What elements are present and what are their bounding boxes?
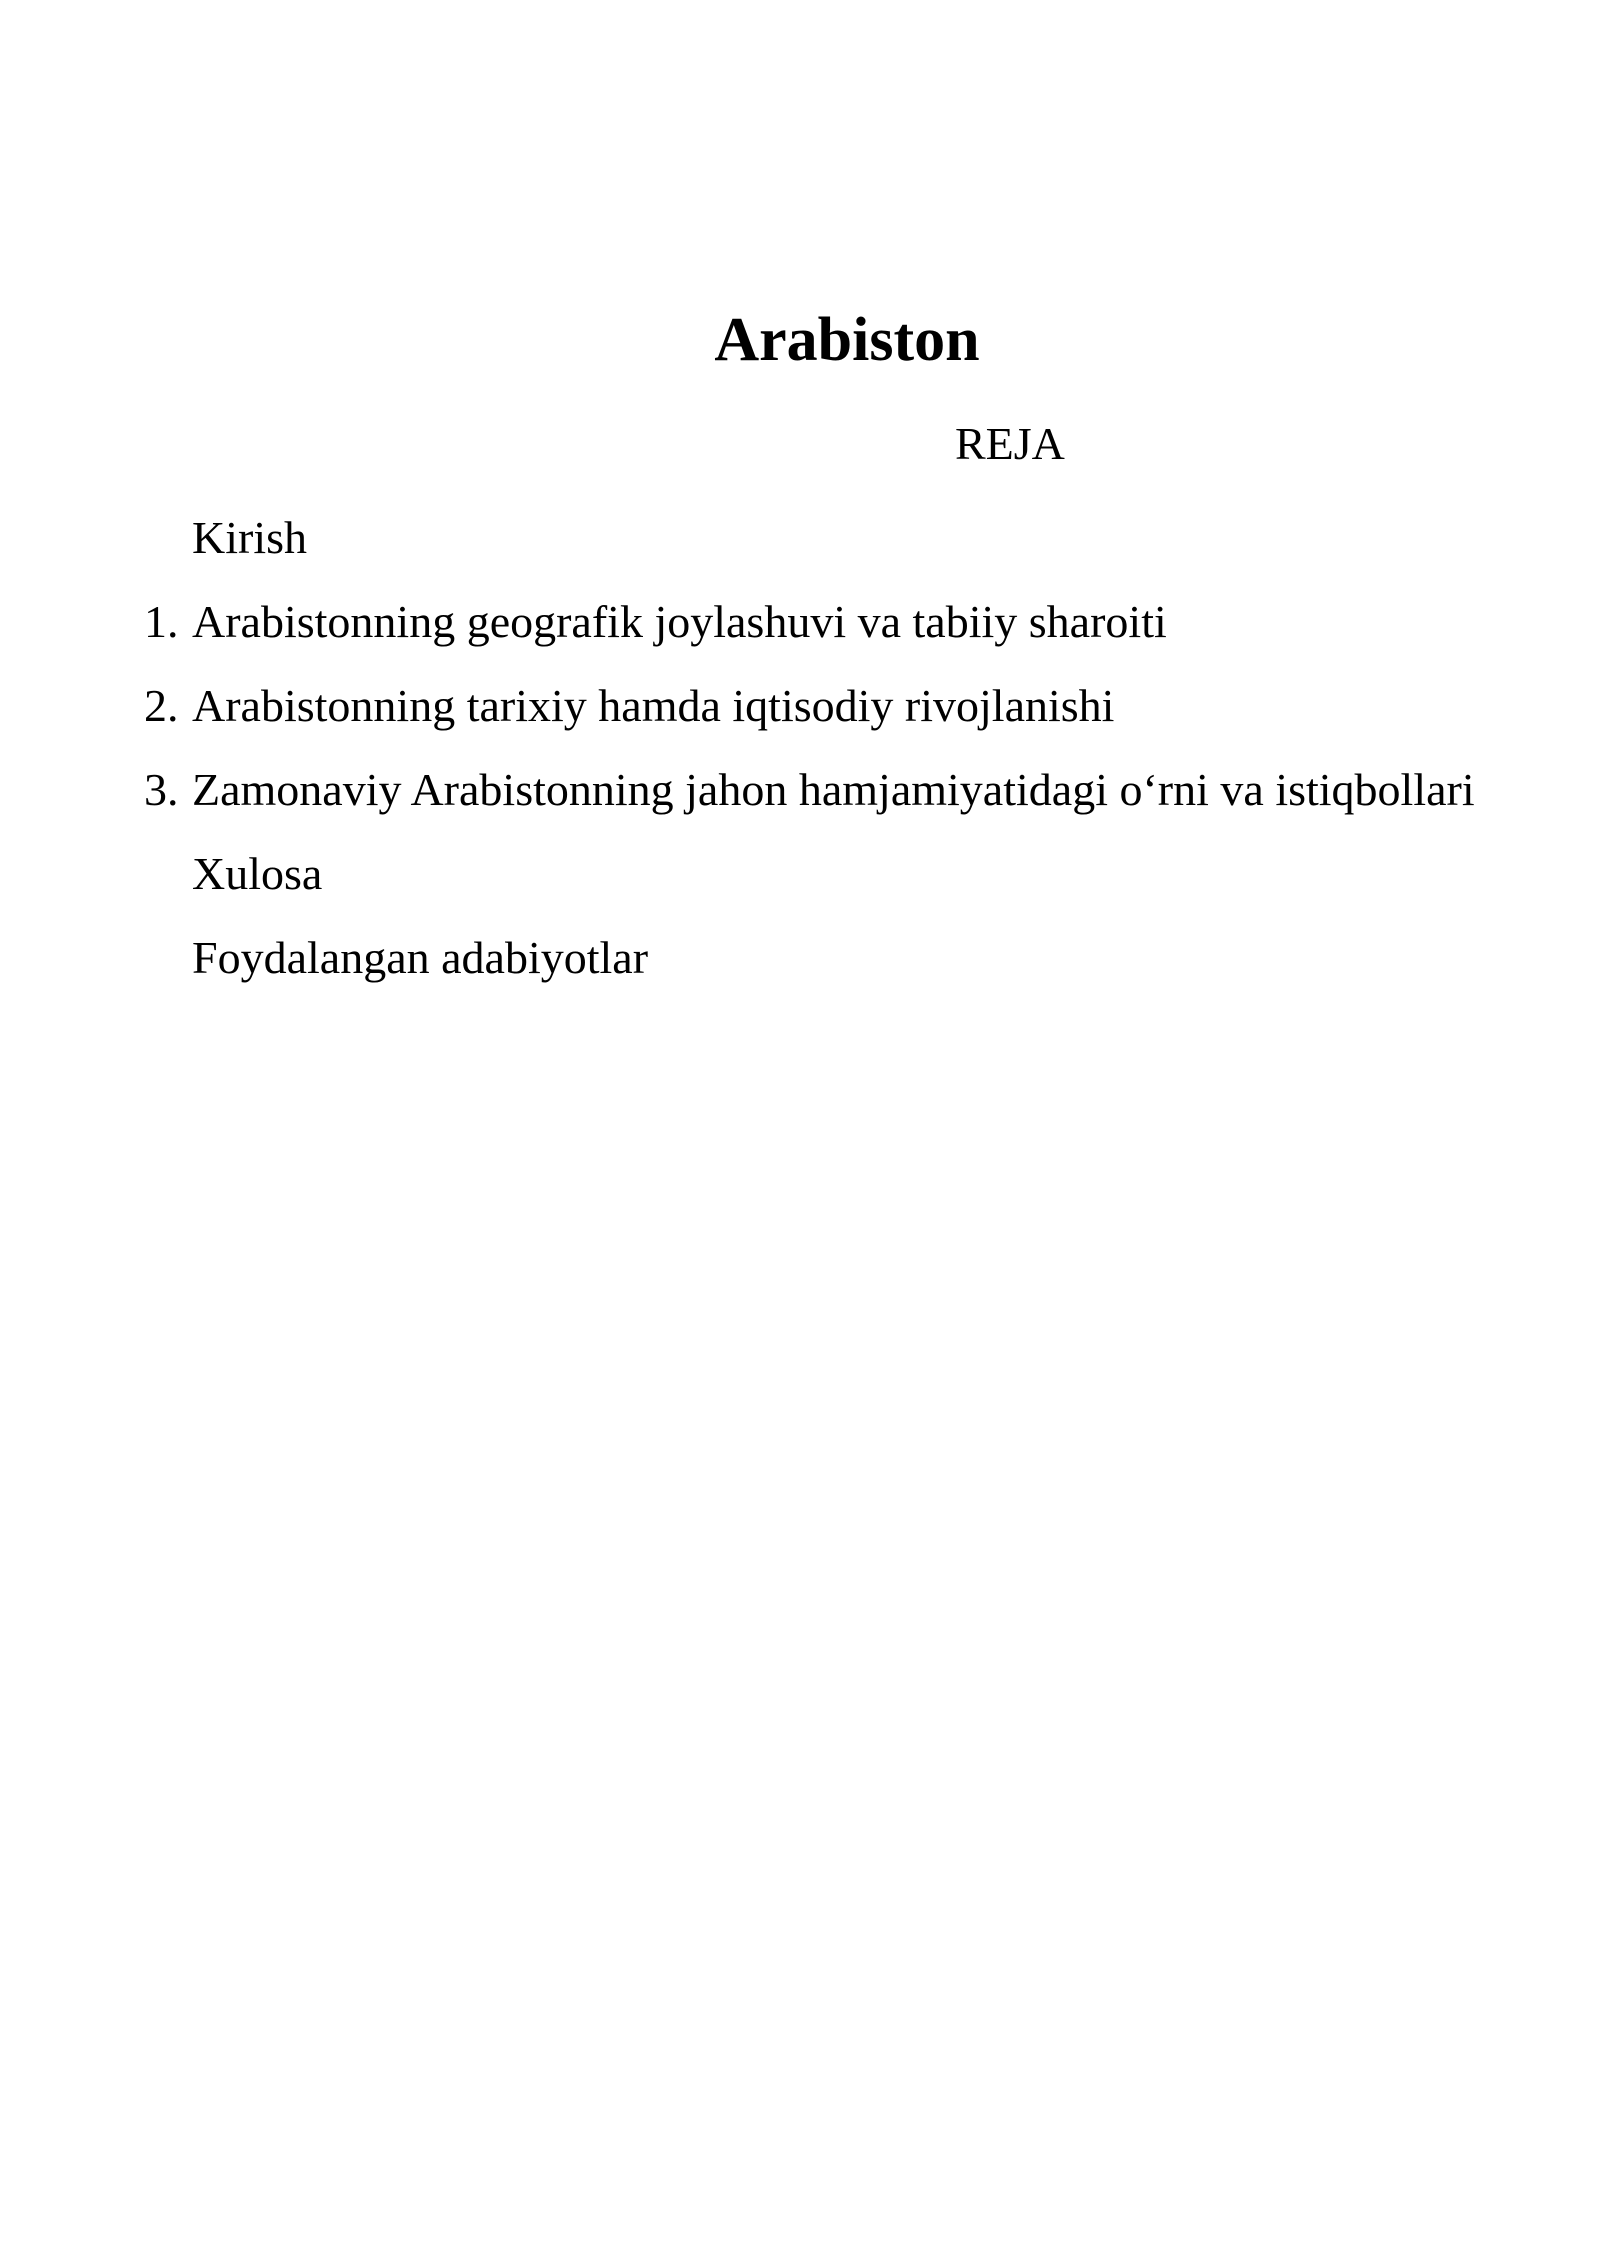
plan-item-text: Arabistonning tarixiy hamda iqtisodiy rivojlanishi xyxy=(192,680,1115,731)
plan-heading: REJA xyxy=(955,418,1065,469)
plan-references xyxy=(144,916,1486,1000)
plan-references-text: Foydalangan adabiyotlar xyxy=(192,932,649,983)
plan-conclusion xyxy=(144,832,1486,916)
plan-item xyxy=(144,580,1486,664)
plan-list xyxy=(144,496,1486,1000)
plan-intro xyxy=(144,496,1486,580)
plan-item xyxy=(144,748,1486,832)
plan-conclusion-text: Xulosa xyxy=(192,848,323,899)
plan-item-number: 1. xyxy=(144,596,179,647)
plan-intro-text: Kirish xyxy=(192,512,307,563)
plan-item-text: Arabistonning geografik joylashuvi va tabiiy sharoiti xyxy=(192,596,1167,647)
document-title: Arabiston xyxy=(714,306,980,374)
plan-item-number: 3. xyxy=(144,764,179,815)
plan-item-number: 2. xyxy=(144,680,179,731)
plan-item-text: Zamonaviy Arabistonning jahon hamjamiyatidagi o‘rni va istiqbollari xyxy=(192,764,1475,815)
plan-item xyxy=(144,664,1486,748)
